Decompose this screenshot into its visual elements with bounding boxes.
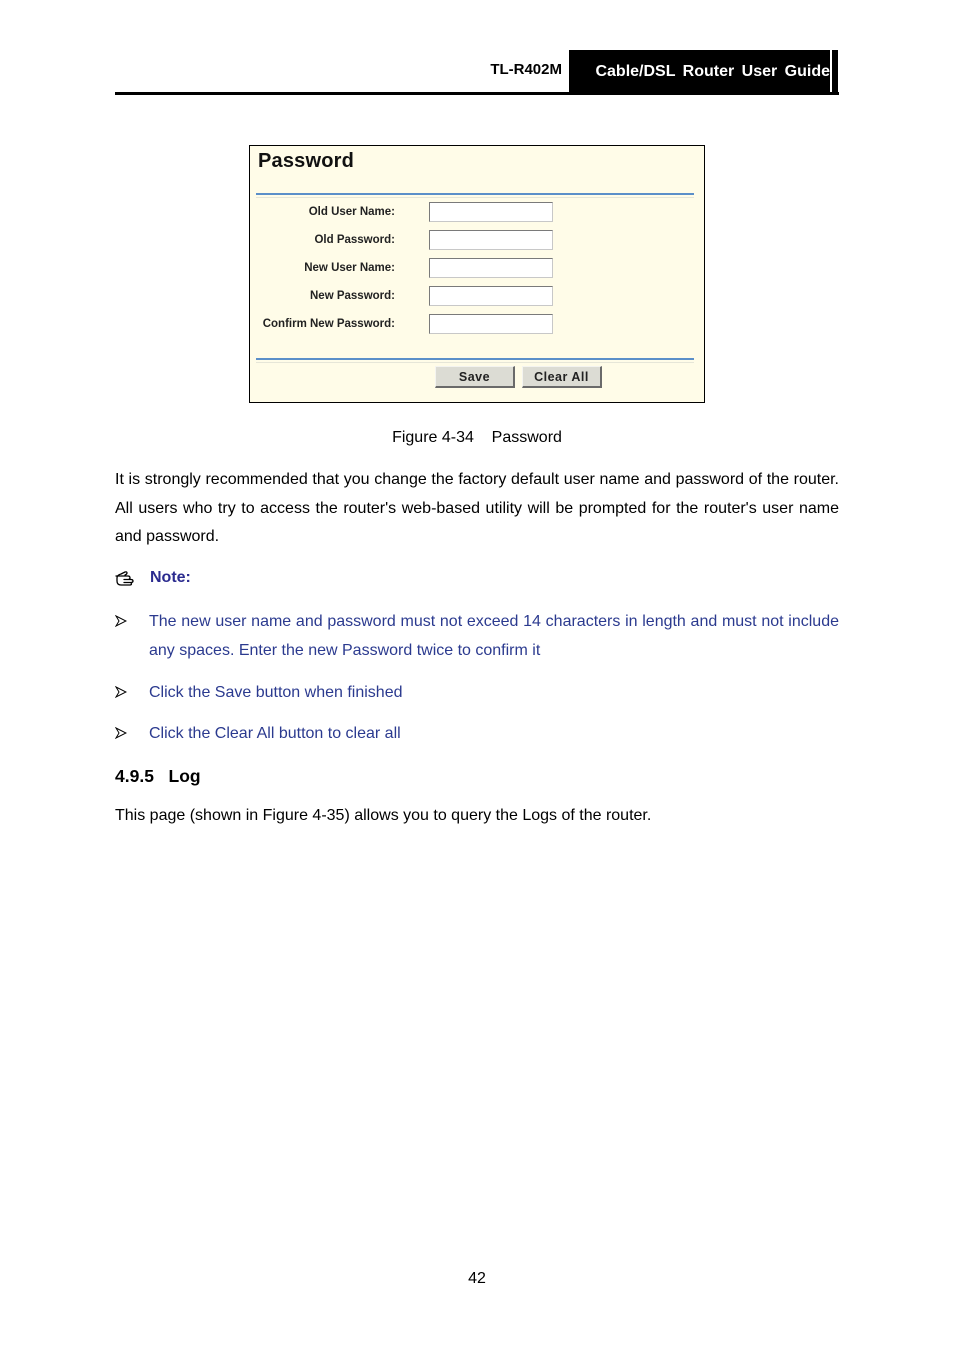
- new-user-name-input[interactable]: [429, 258, 553, 278]
- note-label: Note:: [150, 569, 191, 586]
- clear-all-button[interactable]: Clear All: [522, 366, 602, 388]
- header-guide-title: Cable/DSL Router User Guide: [569, 50, 830, 93]
- section-heading-log: 4.9.5 Log: [115, 766, 201, 786]
- row-old-password: [250, 230, 704, 252]
- pointing-hand-icon: [115, 570, 139, 586]
- old-user-name-label: Old User Name:: [308, 206, 395, 218]
- buttons-divider: [256, 358, 694, 360]
- new-user-name-label: New User Name:: [304, 262, 395, 274]
- intro-paragraph: It is strongly recommended that you change the factory default user name and password of the router. All users who try to access the router's web-based utility will be prompted for the router's user name and password.: [115, 471, 839, 545]
- confirm-new-password-input[interactable]: [429, 314, 553, 334]
- old-password-label: Old Password:: [314, 234, 395, 246]
- new-password-label: New Password:: [310, 290, 395, 302]
- note-heading: [115, 567, 191, 589]
- password-page-title: Password: [258, 150, 355, 172]
- password-figure: [249, 145, 705, 403]
- note-text: Click the Save button when finished: [149, 684, 403, 701]
- page-number: 42: [468, 1270, 486, 1287]
- row-old-user-name: [250, 202, 704, 224]
- row-confirm-new-password: [250, 314, 704, 336]
- row-new-user-name: [250, 258, 704, 280]
- title-divider: [256, 193, 694, 195]
- figure-caption: Figure 4-34 Password: [392, 429, 562, 446]
- old-password-input[interactable]: [429, 230, 553, 250]
- header-model: TL-R402M: [490, 61, 562, 78]
- note-text: Click the Clear All button to clear all: [149, 725, 401, 742]
- log-paragraph: This page (shown in Figure 4-35) allows you to query the Logs of the router.: [115, 807, 652, 824]
- save-button[interactable]: Save: [435, 366, 515, 388]
- header-rule: [115, 92, 839, 95]
- arrow-bullet-icon: [115, 615, 127, 627]
- arrow-bullet-icon: [115, 686, 127, 698]
- header-guide-bar: [832, 50, 838, 93]
- row-new-password: [250, 286, 704, 308]
- confirm-new-password-label: Confirm New Password:: [262, 318, 395, 330]
- note-text: The new user name and password must not exceed 14 characters in length and must not include any spaces. Enter the new Password twice to confirm it: [149, 613, 839, 659]
- new-password-input[interactable]: [429, 286, 553, 306]
- old-user-name-input[interactable]: [429, 202, 553, 222]
- arrow-bullet-icon: [115, 727, 127, 739]
